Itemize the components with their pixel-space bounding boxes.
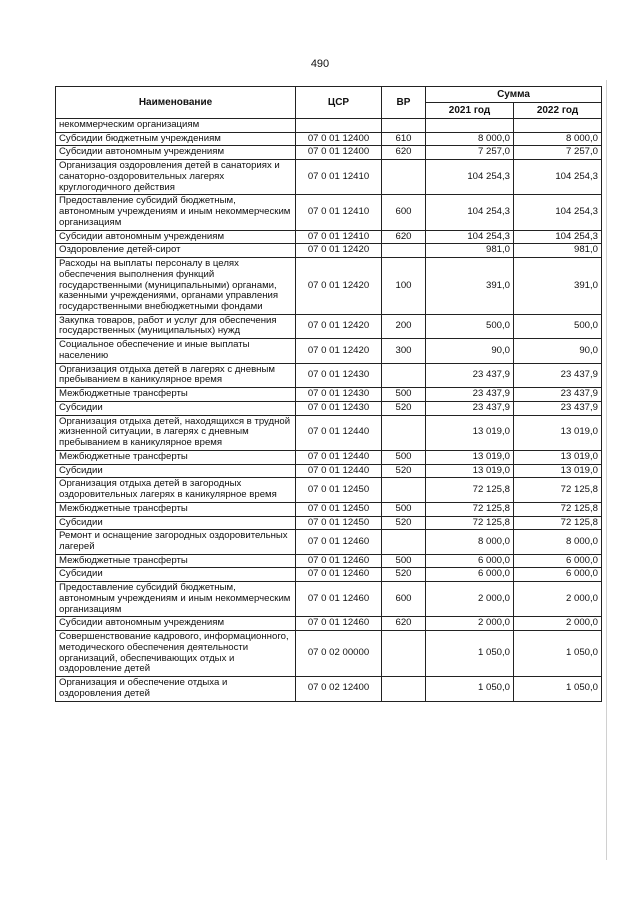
cell-csr: 07 0 01 12460: [296, 617, 382, 631]
cell-csr: 07 0 01 12430: [296, 388, 382, 402]
table-row: [56, 415, 602, 450]
cell-y1: 981,0: [426, 244, 514, 258]
cell-vr: 500: [382, 502, 426, 516]
cell-vr: 500: [382, 450, 426, 464]
scan-edge-line: [606, 80, 607, 860]
cell-vr: 520: [382, 464, 426, 478]
header-sum: Сумма: [426, 87, 602, 103]
cell-csr: 07 0 01 12440: [296, 450, 382, 464]
cell-name: Межбюджетные трансферты: [56, 554, 296, 568]
cell-csr: [296, 119, 382, 133]
cell-y1: 2 000,0: [426, 582, 514, 617]
cell-y1: 6 000,0: [426, 554, 514, 568]
cell-csr: 07 0 01 12460: [296, 582, 382, 617]
cell-csr: 07 0 01 12460: [296, 554, 382, 568]
table-row: [56, 363, 602, 387]
cell-csr: 07 0 01 12400: [296, 132, 382, 146]
cell-name: Социальное обеспечение и иные выплаты населению: [56, 339, 296, 363]
cell-y1: 8 000,0: [426, 530, 514, 554]
table-row: [56, 401, 602, 415]
cell-y1: 23 437,9: [426, 401, 514, 415]
cell-name: Оздоровление детей-сирот: [56, 244, 296, 258]
table-row: [56, 502, 602, 516]
table-row: [56, 339, 602, 363]
cell-y2: 1 050,0: [514, 631, 602, 677]
cell-vr: 100: [382, 258, 426, 315]
cell-vr: 610: [382, 132, 426, 146]
cell-name: Субсидии автономным учреждениям: [56, 146, 296, 160]
cell-csr: 07 0 01 12450: [296, 502, 382, 516]
table-row: [56, 617, 602, 631]
cell-y1: 2 000,0: [426, 617, 514, 631]
cell-y2: 23 437,9: [514, 388, 602, 402]
cell-csr: 07 0 01 12460: [296, 568, 382, 582]
cell-csr: 07 0 01 12420: [296, 314, 382, 338]
cell-y1: 23 437,9: [426, 388, 514, 402]
cell-name: Субсидии автономным учреждениям: [56, 230, 296, 244]
cell-name: Предоставление субсидий бюджетным, автономным учреждениям и иным некоммерческим организациям: [56, 195, 296, 230]
cell-y2: 13 019,0: [514, 450, 602, 464]
cell-name: Организация оздоровления детей в санаториях и санаторно-оздоровительных лагерях круглогодичного действия: [56, 160, 296, 195]
cell-vr: [382, 160, 426, 195]
cell-y2: 2 000,0: [514, 582, 602, 617]
cell-vr: 500: [382, 554, 426, 568]
cell-name: Субсидии: [56, 401, 296, 415]
table-row: [56, 478, 602, 502]
cell-y2: 90,0: [514, 339, 602, 363]
cell-name: Субсидии: [56, 464, 296, 478]
cell-vr: [382, 244, 426, 258]
table-header: [56, 87, 602, 119]
cell-y2: 6 000,0: [514, 554, 602, 568]
cell-csr: 07 0 01 12430: [296, 363, 382, 387]
cell-y1: 6 000,0: [426, 568, 514, 582]
cell-y1: 23 437,9: [426, 363, 514, 387]
cell-vr: 200: [382, 314, 426, 338]
table-row: [56, 677, 602, 701]
table-row: [56, 554, 602, 568]
table-row: [56, 160, 602, 195]
cell-y2: 8 000,0: [514, 530, 602, 554]
table-row: [56, 146, 602, 160]
table-row: [56, 230, 602, 244]
cell-name: Организация отдыха детей в лагерях с дневным пребыванием в каникулярное время: [56, 363, 296, 387]
cell-y1: 72 125,8: [426, 478, 514, 502]
cell-vr: [382, 119, 426, 133]
cell-csr: 07 0 01 12430: [296, 401, 382, 415]
cell-y1: 500,0: [426, 314, 514, 338]
cell-y2: 6 000,0: [514, 568, 602, 582]
cell-y2: 23 437,9: [514, 401, 602, 415]
cell-vr: [382, 363, 426, 387]
cell-y2: 23 437,9: [514, 363, 602, 387]
cell-name: Организация и обеспечение отдыха и оздоровления детей: [56, 677, 296, 701]
header-vr: ВР: [382, 87, 426, 119]
cell-y2: [514, 119, 602, 133]
cell-y1: 13 019,0: [426, 450, 514, 464]
cell-vr: 600: [382, 195, 426, 230]
table-row: [56, 582, 602, 617]
cell-y1: 391,0: [426, 258, 514, 315]
cell-csr: 07 0 01 12410: [296, 230, 382, 244]
table-row: [56, 244, 602, 258]
cell-y1: 104 254,3: [426, 160, 514, 195]
cell-y1: 1 050,0: [426, 677, 514, 701]
header-name: Наименование: [56, 87, 296, 119]
cell-name: Субсидии: [56, 516, 296, 530]
budget-table: [55, 86, 602, 702]
cell-y2: 13 019,0: [514, 415, 602, 450]
cell-vr: [382, 478, 426, 502]
cell-y2: 104 254,3: [514, 195, 602, 230]
cell-vr: [382, 631, 426, 677]
header-csr: ЦСР: [296, 87, 382, 119]
cell-y2: 13 019,0: [514, 464, 602, 478]
cell-name: Организация отдыха детей, находящихся в трудной жизненной ситуации, в лагерях с дневным пребыванием в каникулярное время: [56, 415, 296, 450]
cell-vr: 520: [382, 401, 426, 415]
cell-vr: 620: [382, 230, 426, 244]
cell-vr: 620: [382, 146, 426, 160]
cell-vr: 600: [382, 582, 426, 617]
cell-name: Субсидии: [56, 568, 296, 582]
cell-y1: 104 254,3: [426, 195, 514, 230]
cell-vr: 300: [382, 339, 426, 363]
cell-name: Расходы на выплаты персоналу в целях обеспечения выполнения функций государственными (муниципальными) органами, казенными учреждениями, органами управления государственными внебюджетными фондами: [56, 258, 296, 315]
cell-csr: 07 0 02 00000: [296, 631, 382, 677]
cell-csr: 07 0 01 12400: [296, 146, 382, 160]
cell-name: Совершенствование кадрового, информационного, методического обеспечения деятельности организаций, обеспечивающих отдых и оздоровление детей: [56, 631, 296, 677]
cell-y1: 90,0: [426, 339, 514, 363]
cell-csr: 07 0 01 12420: [296, 258, 382, 315]
table-row: [56, 450, 602, 464]
cell-y1: 7 257,0: [426, 146, 514, 160]
cell-csr: 07 0 01 12410: [296, 195, 382, 230]
cell-vr: 520: [382, 568, 426, 582]
header-year-2022: 2022 год: [514, 103, 602, 119]
header-year-2021: 2021 год: [426, 103, 514, 119]
table-row: [56, 464, 602, 478]
cell-csr: 07 0 01 12410: [296, 160, 382, 195]
cell-y2: 1 050,0: [514, 677, 602, 701]
cell-y1: 72 125,8: [426, 516, 514, 530]
cell-name: Межбюджетные трансферты: [56, 502, 296, 516]
cell-csr: 07 0 01 12460: [296, 530, 382, 554]
cell-name: некоммерческим организациям: [56, 119, 296, 133]
cell-name: Субсидии автономным учреждениям: [56, 617, 296, 631]
page-number: 490: [310, 58, 330, 70]
table-row: [56, 631, 602, 677]
cell-vr: 520: [382, 516, 426, 530]
table-row: [56, 314, 602, 338]
table-row: [56, 132, 602, 146]
cell-name: Закупка товаров, работ и услуг для обеспечения государственных (муниципальных) нужд: [56, 314, 296, 338]
table-row: [56, 258, 602, 315]
cell-y2: 8 000,0: [514, 132, 602, 146]
cell-y2: 391,0: [514, 258, 602, 315]
table-row: [56, 119, 602, 133]
cell-vr: [382, 677, 426, 701]
table-body: [56, 119, 602, 702]
cell-name: Межбюджетные трансферты: [56, 450, 296, 464]
cell-name: Межбюджетные трансферты: [56, 388, 296, 402]
table-row: [56, 530, 602, 554]
table-row: [56, 516, 602, 530]
cell-y1: 13 019,0: [426, 415, 514, 450]
cell-csr: 07 0 01 12440: [296, 464, 382, 478]
cell-csr: 07 0 01 12440: [296, 415, 382, 450]
cell-y2: 104 254,3: [514, 160, 602, 195]
cell-y1: 1 050,0: [426, 631, 514, 677]
cell-y2: 7 257,0: [514, 146, 602, 160]
table-row: [56, 568, 602, 582]
table-row: [56, 195, 602, 230]
cell-csr: 07 0 01 12450: [296, 478, 382, 502]
table-row: [56, 388, 602, 402]
cell-vr: [382, 415, 426, 450]
cell-y1: 104 254,3: [426, 230, 514, 244]
cell-csr: 07 0 01 12420: [296, 339, 382, 363]
cell-y2: 2 000,0: [514, 617, 602, 631]
cell-y1: 13 019,0: [426, 464, 514, 478]
cell-y2: 500,0: [514, 314, 602, 338]
cell-name: Предоставление субсидий бюджетным, автономным учреждениям и иным некоммерческим организациям: [56, 582, 296, 617]
cell-vr: 620: [382, 617, 426, 631]
cell-csr: 07 0 02 12400: [296, 677, 382, 701]
cell-y2: 72 125,8: [514, 502, 602, 516]
cell-y2: 72 125,8: [514, 516, 602, 530]
cell-name: Ремонт и оснащение загородных оздоровительных лагерей: [56, 530, 296, 554]
cell-vr: 500: [382, 388, 426, 402]
cell-y1: 8 000,0: [426, 132, 514, 146]
cell-y2: 72 125,8: [514, 478, 602, 502]
cell-name: Субсидии бюджетным учреждениям: [56, 132, 296, 146]
cell-vr: [382, 530, 426, 554]
cell-csr: 07 0 01 12420: [296, 244, 382, 258]
cell-y2: 981,0: [514, 244, 602, 258]
cell-y1: 72 125,8: [426, 502, 514, 516]
cell-csr: 07 0 01 12450: [296, 516, 382, 530]
cell-name: Организация отдыха детей в загородных оздоровительных лагерях в каникулярное время: [56, 478, 296, 502]
cell-y1: [426, 119, 514, 133]
cell-y2: 104 254,3: [514, 230, 602, 244]
